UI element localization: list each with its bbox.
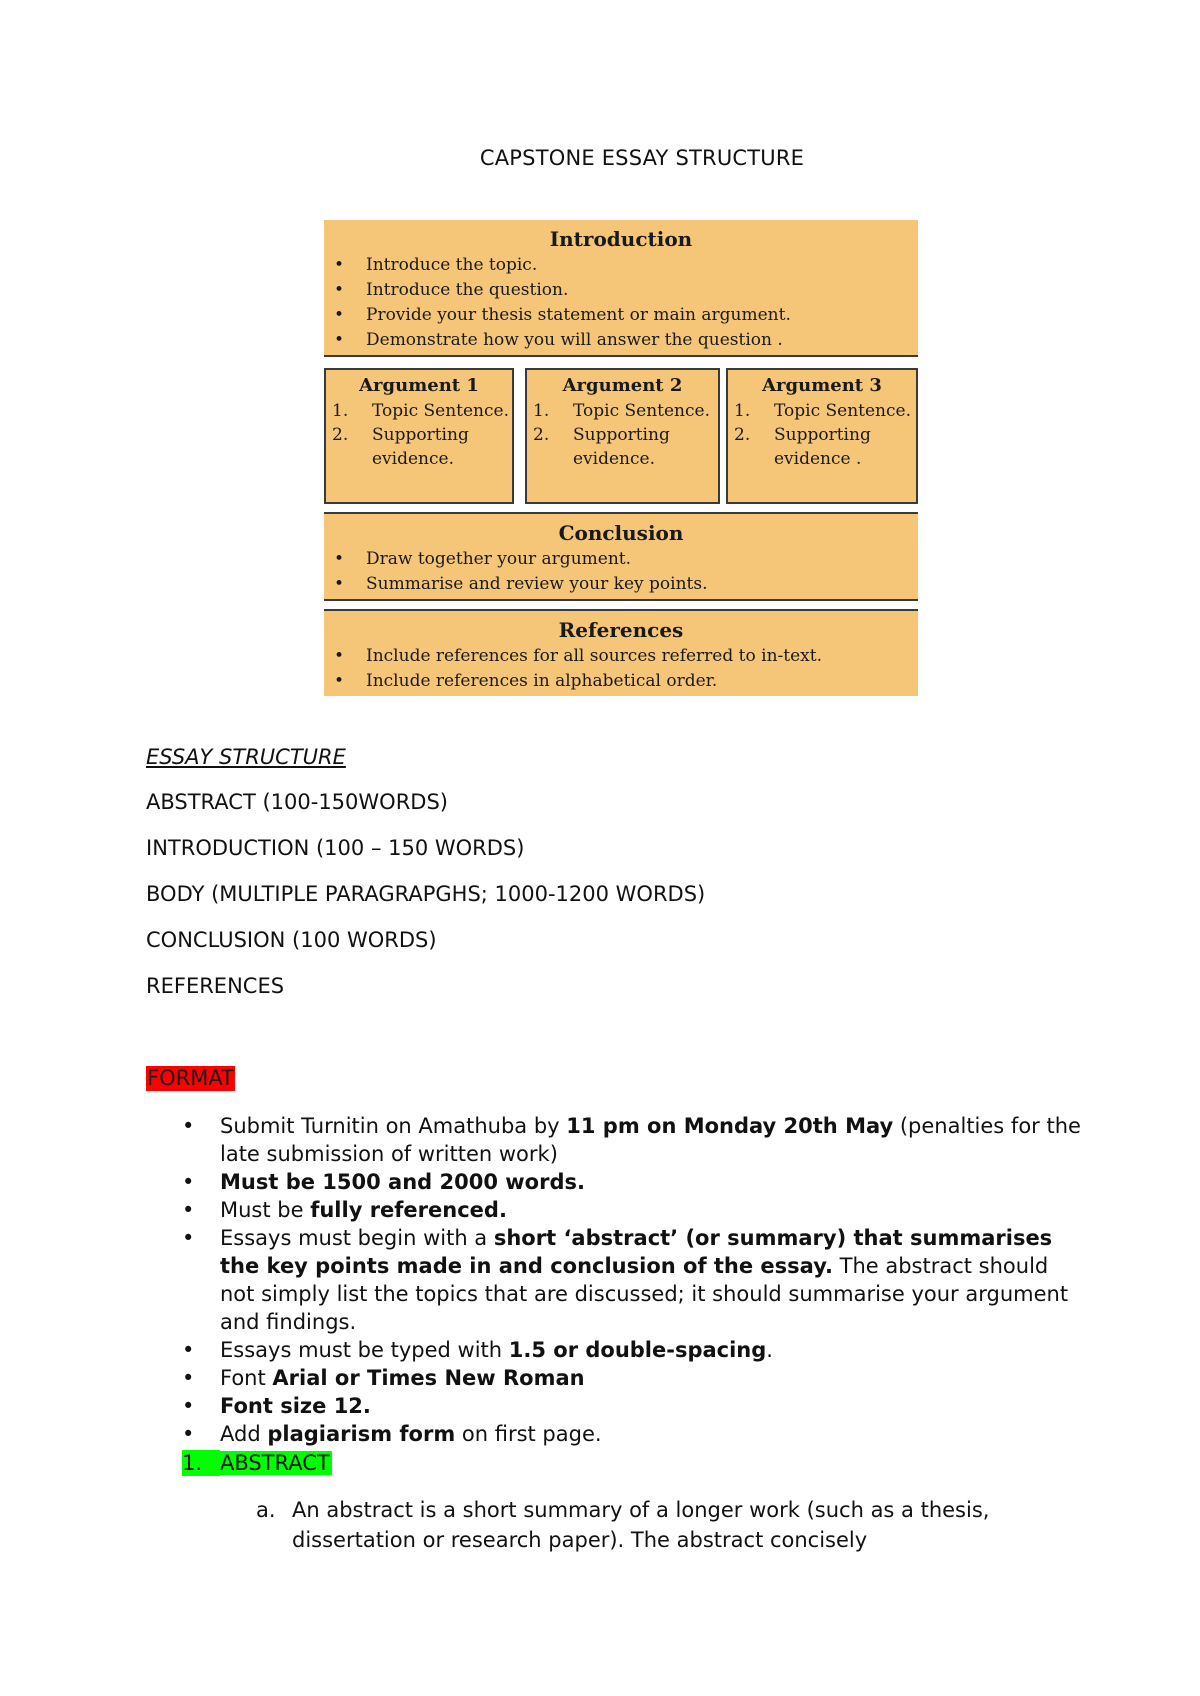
list-item: • Summarise and review your key points. xyxy=(334,574,708,594)
list-item: • Draw together your argument. xyxy=(334,549,632,569)
list-item: • Include references in alphabetical order. xyxy=(334,671,718,691)
section-title: ABSTRACT xyxy=(220,1451,330,1475)
diagram-introduction-list xyxy=(324,253,918,353)
list-item: • Must be fully referenced. xyxy=(182,1198,507,1222)
diagram-argument-heading: Argument 3 xyxy=(762,375,882,396)
diagram-references-list xyxy=(324,644,918,694)
list-item: 1. Topic Sentence. xyxy=(332,401,509,421)
diagram-introduction-heading: Introduction xyxy=(549,227,693,251)
page-title: CAPSTONE ESSAY STRUCTURE xyxy=(479,146,805,170)
list-item: • Font Arial or Times New Roman xyxy=(182,1366,585,1390)
abstract-list-item xyxy=(256,1495,1056,1555)
structure-item: ABSTRACT (100-150WORDS) xyxy=(146,790,448,814)
format-bullet-list xyxy=(182,1112,1082,1448)
diagram-references-box xyxy=(324,609,918,696)
list-item: 1. Topic Sentence. xyxy=(533,401,710,421)
list-item: • Provide your thesis statement or main argument. xyxy=(334,305,791,325)
diagram-conclusion-heading: Conclusion xyxy=(558,521,684,545)
list-item: • Submit Turnitin on Amathuba by 11 pm on Monday 20th May (penalties for the late submission of written work) xyxy=(182,1114,1081,1166)
list-item: • Introduce the topic. xyxy=(334,255,538,275)
structure-item: BODY (MULTIPLE PARAGRAPGHS; 1000-1200 WORDS) xyxy=(146,882,706,906)
list-item: • Introduce the question. xyxy=(334,280,569,300)
diagram-introduction-box xyxy=(324,220,918,357)
diagram-references-heading: References xyxy=(558,618,684,642)
format-heading: FORMAT xyxy=(147,1066,234,1090)
list-item: • Essays must begin with a short ‘abstract’ (or summary) that summarises the key points made in and conclusion of the essay. The abstract should not simply list the topics that are discussed; it should summarise your argument and findings. xyxy=(182,1226,1069,1334)
structure-item: INTRODUCTION (100 – 150 WORDS) xyxy=(146,836,525,860)
structure-item: CONCLUSION (100 WORDS) xyxy=(146,928,437,952)
diagram-argument-1-box xyxy=(324,368,514,504)
item-label: a. xyxy=(256,1498,276,1522)
list-item: 2. Supporting evidence. xyxy=(533,425,670,469)
list-item: 2. Supporting evidence. xyxy=(332,425,469,469)
diagram-argument-list xyxy=(527,399,718,471)
section-number: 1. xyxy=(182,1450,220,1476)
list-item: • Must be 1500 and 2000 words. xyxy=(182,1170,585,1194)
essay-structure-diagram xyxy=(324,220,918,696)
list-item: • Essays must be typed with 1.5 or double-spacing. xyxy=(182,1338,773,1362)
abstract-section-heading xyxy=(182,1450,332,1476)
diagram-argument-heading: Argument 1 xyxy=(359,375,479,396)
diagram-conclusion-box xyxy=(324,512,918,601)
list-item: • Include references for all sources referred to in-text. xyxy=(334,646,822,666)
item-text: An abstract is a short summary of a longer work (such as a thesis, dissertation or research paper). The abstract concisely xyxy=(292,1498,990,1552)
essay-structure-heading: ESSAY STRUCTURE xyxy=(146,745,346,769)
list-item: 2. Supporting evidence . xyxy=(734,425,871,469)
list-item: 1. Topic Sentence. xyxy=(734,401,911,421)
structure-item: REFERENCES xyxy=(146,974,285,998)
list-item: • Add plagiarism form on first page. xyxy=(182,1422,602,1446)
diagram-argument-list xyxy=(326,399,512,471)
diagram-argument-2-box xyxy=(525,368,720,504)
diagram-argument-3-box xyxy=(726,368,918,504)
list-item: • Demonstrate how you will answer the question . xyxy=(334,330,783,350)
diagram-argument-list xyxy=(728,399,916,471)
list-item: • Font size 12. xyxy=(182,1394,371,1418)
diagram-conclusion-list xyxy=(324,547,918,597)
diagram-argument-heading: Argument 2 xyxy=(562,375,683,396)
